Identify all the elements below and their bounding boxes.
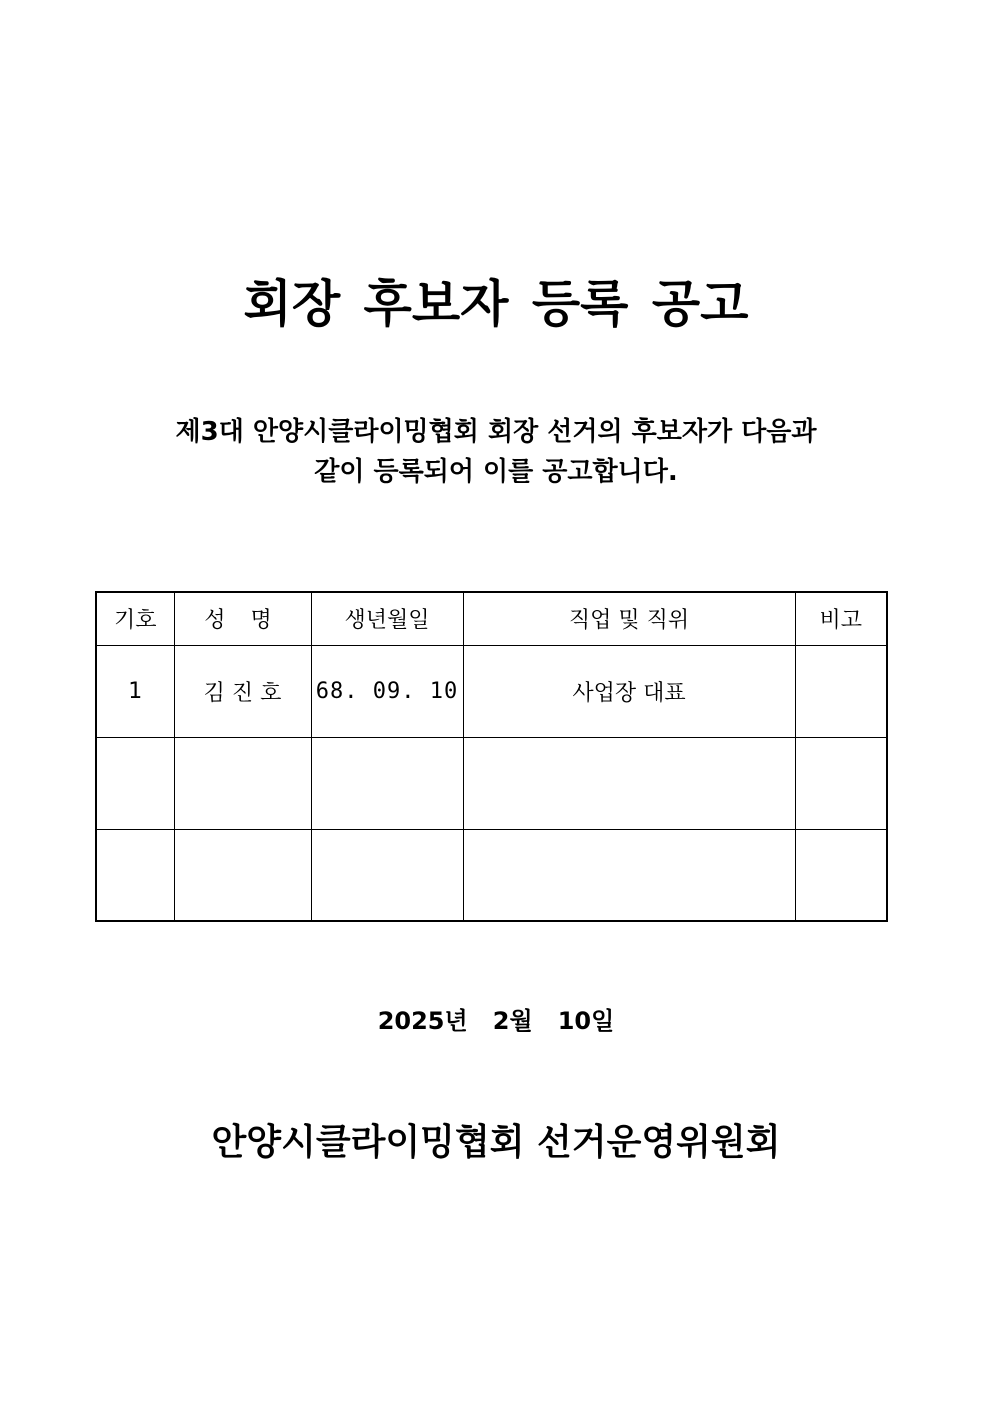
cell-note	[795, 737, 887, 829]
header-birth: 생년월일	[311, 592, 463, 645]
announcement-date: 2025년 2월 10일	[377, 1007, 615, 1035]
cell-note	[795, 829, 887, 921]
cell-job: 사업장 대표	[463, 645, 795, 737]
header-number: 기호	[96, 592, 174, 645]
intro-line-2: 같이 등록되어 이를 공고합니다.	[314, 457, 678, 487]
cell-job	[463, 737, 795, 829]
header-note: 비고	[795, 592, 887, 645]
cell-birth	[311, 737, 463, 829]
header-name: 성 명	[174, 592, 311, 645]
cell-name: 김 진 호	[174, 645, 311, 737]
candidate-table	[95, 591, 888, 922]
cell-note	[795, 645, 887, 737]
cell-birth: 68. 09. 10	[311, 645, 463, 737]
cell-number	[96, 737, 174, 829]
table-header-row	[96, 592, 887, 645]
page-title: 회장 후보자 등록 공고	[243, 275, 749, 333]
header-job: 직업 및 직위	[463, 592, 795, 645]
intro-line-1: 제3대 안양시클라이밍협회 회장 선거의 후보자가 다음과	[175, 417, 817, 447]
organization-name: 안양시클라이밍협회 선거운영위원회	[211, 1122, 781, 1163]
intro-paragraph	[0, 412, 992, 492]
cell-job	[463, 829, 795, 921]
cell-number: 1	[96, 645, 174, 737]
table-row	[96, 829, 887, 921]
cell-birth	[311, 829, 463, 921]
cell-name	[174, 737, 311, 829]
cell-number	[96, 829, 174, 921]
cell-name	[174, 829, 311, 921]
table-row	[96, 645, 887, 737]
table-row	[96, 737, 887, 829]
